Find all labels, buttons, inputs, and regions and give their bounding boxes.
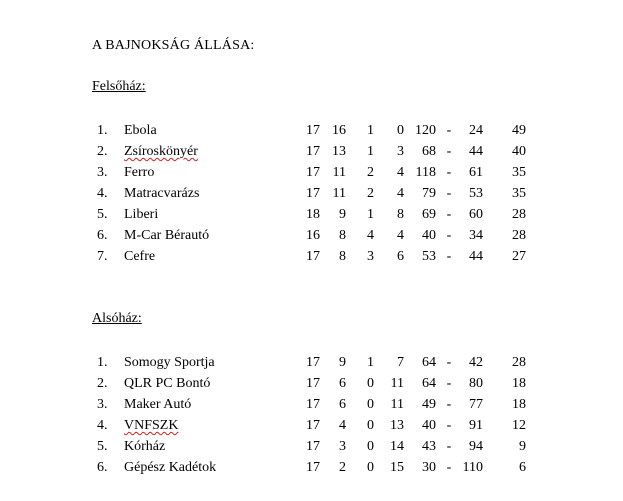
table-row [0, 207, 623, 228]
goals-against-cell: 24 [469, 123, 483, 138]
rank-cell: 2. [97, 376, 108, 391]
table-row [0, 165, 623, 186]
table-row [0, 355, 623, 376]
played-cell: 17 [306, 249, 320, 264]
points-cell: 49 [512, 123, 526, 138]
table-row [0, 186, 623, 207]
points-cell: 27 [512, 249, 526, 264]
team-name-cell: Kórház [124, 439, 166, 454]
drawn-cell: 2 [367, 186, 374, 201]
rank-cell: 5. [97, 207, 108, 222]
won-cell: 8 [339, 249, 346, 264]
lost-cell: 6 [397, 249, 404, 264]
goals-against-cell: 61 [469, 165, 483, 180]
rank-cell: 1. [97, 123, 108, 138]
goals-against-cell: 53 [469, 186, 483, 201]
goals-against-cell: 77 [469, 397, 483, 412]
team-name-cell: QLR PC Bontó [124, 376, 211, 391]
goal-separator: - [446, 418, 452, 433]
team-name-cell: Somogy Sportja [124, 355, 215, 370]
drawn-cell: 1 [367, 144, 374, 159]
goal-separator: - [446, 249, 452, 264]
goals-against-cell: 44 [469, 249, 483, 264]
lost-cell: 3 [397, 144, 404, 159]
team-name-cell: M-Car Bérautó [124, 228, 210, 243]
table-row [0, 460, 623, 481]
team-name-cell: Matracvarázs [124, 186, 200, 201]
team-name-cell: Maker Autó [124, 397, 192, 412]
upper-league-table [0, 123, 623, 270]
drawn-cell: 0 [367, 418, 374, 433]
goals-against-cell: 60 [469, 207, 483, 222]
team-name-cell: Gépész Kadétok [124, 460, 217, 475]
drawn-cell: 4 [367, 228, 374, 243]
points-cell: 18 [512, 376, 526, 391]
goals-against-cell: 110 [462, 460, 483, 475]
lost-cell: 4 [397, 228, 404, 243]
drawn-cell: 2 [367, 165, 374, 180]
team-name-cell: Liberi [124, 207, 159, 222]
lost-cell: 0 [397, 123, 404, 138]
goals-for-cell: 40 [422, 228, 436, 243]
goals-against-cell: 42 [469, 355, 483, 370]
goal-separator: - [446, 228, 452, 243]
goals-against-cell: 91 [469, 418, 483, 433]
lower-league-table [0, 355, 623, 481]
points-cell: 35 [512, 186, 526, 201]
won-cell: 4 [339, 418, 346, 433]
goals-for-cell: 30 [422, 460, 436, 475]
goal-separator: - [446, 376, 452, 391]
rank-cell: 2. [97, 144, 108, 159]
team-name-cell: Ferro [124, 165, 155, 180]
drawn-cell: 0 [367, 397, 374, 412]
goal-separator: - [446, 397, 452, 412]
goals-against-cell: 94 [469, 439, 483, 454]
won-cell: 9 [339, 207, 346, 222]
played-cell: 17 [306, 397, 320, 412]
played-cell: 18 [306, 207, 320, 222]
goal-separator: - [446, 207, 452, 222]
drawn-cell: 0 [367, 376, 374, 391]
won-cell: 8 [339, 228, 346, 243]
won-cell: 2 [339, 460, 346, 475]
played-cell: 17 [306, 460, 320, 475]
played-cell: 17 [306, 123, 320, 138]
points-cell: 18 [512, 397, 526, 412]
won-cell: 9 [339, 355, 346, 370]
drawn-cell: 3 [367, 249, 374, 264]
won-cell: 16 [332, 123, 346, 138]
drawn-cell: 1 [367, 207, 374, 222]
played-cell: 17 [306, 144, 320, 159]
played-cell: 17 [306, 376, 320, 391]
played-cell: 17 [306, 355, 320, 370]
rank-cell: 7. [97, 249, 108, 264]
points-cell: 6 [519, 460, 526, 475]
points-cell: 40 [512, 144, 526, 159]
lost-cell: 8 [397, 207, 404, 222]
played-cell: 17 [306, 418, 320, 433]
goal-separator: - [446, 144, 452, 159]
goals-for-cell: 64 [422, 355, 436, 370]
table-row [0, 439, 623, 460]
drawn-cell: 0 [367, 439, 374, 454]
goal-separator: - [446, 460, 452, 475]
goals-for-cell: 53 [422, 249, 436, 264]
goals-for-cell: 79 [422, 186, 436, 201]
goals-for-cell: 118 [415, 165, 436, 180]
table-row [0, 249, 623, 270]
rank-cell: 6. [97, 460, 108, 475]
lost-cell: 4 [397, 186, 404, 201]
table-row [0, 397, 623, 418]
played-cell: 17 [306, 439, 320, 454]
rank-cell: 4. [97, 186, 108, 201]
goals-for-cell: 43 [422, 439, 436, 454]
lost-cell: 14 [390, 439, 404, 454]
won-cell: 6 [339, 376, 346, 391]
played-cell: 17 [306, 186, 320, 201]
won-cell: 6 [339, 397, 346, 412]
rank-cell: 1. [97, 355, 108, 370]
goals-against-cell: 80 [469, 376, 483, 391]
rank-cell: 6. [97, 228, 108, 243]
team-name-cell: Ebola [124, 123, 157, 138]
page-title: A BAJNOKSÁG ÁLLÁSA: [92, 38, 255, 53]
goal-separator: - [446, 123, 452, 138]
table-row [0, 123, 623, 144]
goals-for-cell: 69 [422, 207, 436, 222]
goal-separator: - [446, 165, 452, 180]
goals-for-cell: 120 [415, 123, 436, 138]
goal-separator: - [446, 186, 452, 201]
points-cell: 12 [512, 418, 526, 433]
points-cell: 28 [512, 228, 526, 243]
lost-cell: 13 [390, 418, 404, 433]
drawn-cell: 1 [367, 123, 374, 138]
team-name-cell: VNFSZK [124, 418, 179, 433]
goals-for-cell: 40 [422, 418, 436, 433]
goals-against-cell: 44 [469, 144, 483, 159]
team-name-cell: Zsíroskönyér [124, 144, 198, 159]
points-cell: 28 [512, 355, 526, 370]
won-cell: 3 [339, 439, 346, 454]
points-cell: 9 [519, 439, 526, 454]
table-row [0, 376, 623, 397]
rank-cell: 3. [97, 397, 108, 412]
played-cell: 17 [306, 165, 320, 180]
lower-league-heading: Alsóház: [92, 311, 142, 326]
goals-for-cell: 49 [422, 397, 436, 412]
points-cell: 35 [512, 165, 526, 180]
goals-for-cell: 68 [422, 144, 436, 159]
lost-cell: 4 [397, 165, 404, 180]
goal-separator: - [446, 439, 452, 454]
goals-for-cell: 64 [422, 376, 436, 391]
rank-cell: 4. [97, 418, 108, 433]
won-cell: 11 [332, 186, 346, 201]
lost-cell: 11 [390, 397, 404, 412]
goal-separator: - [446, 355, 452, 370]
won-cell: 13 [332, 144, 346, 159]
lost-cell: 15 [390, 460, 404, 475]
rank-cell: 5. [97, 439, 108, 454]
points-cell: 28 [512, 207, 526, 222]
drawn-cell: 1 [367, 355, 374, 370]
lost-cell: 11 [390, 376, 404, 391]
rank-cell: 3. [97, 165, 108, 180]
goals-against-cell: 34 [469, 228, 483, 243]
table-row [0, 418, 623, 439]
played-cell: 16 [306, 228, 320, 243]
lost-cell: 7 [397, 355, 404, 370]
drawn-cell: 0 [367, 460, 374, 475]
upper-league-heading: Felsőház: [92, 79, 146, 94]
table-row [0, 228, 623, 249]
table-row [0, 144, 623, 165]
won-cell: 11 [332, 165, 346, 180]
team-name-cell: Cefre [124, 249, 156, 264]
